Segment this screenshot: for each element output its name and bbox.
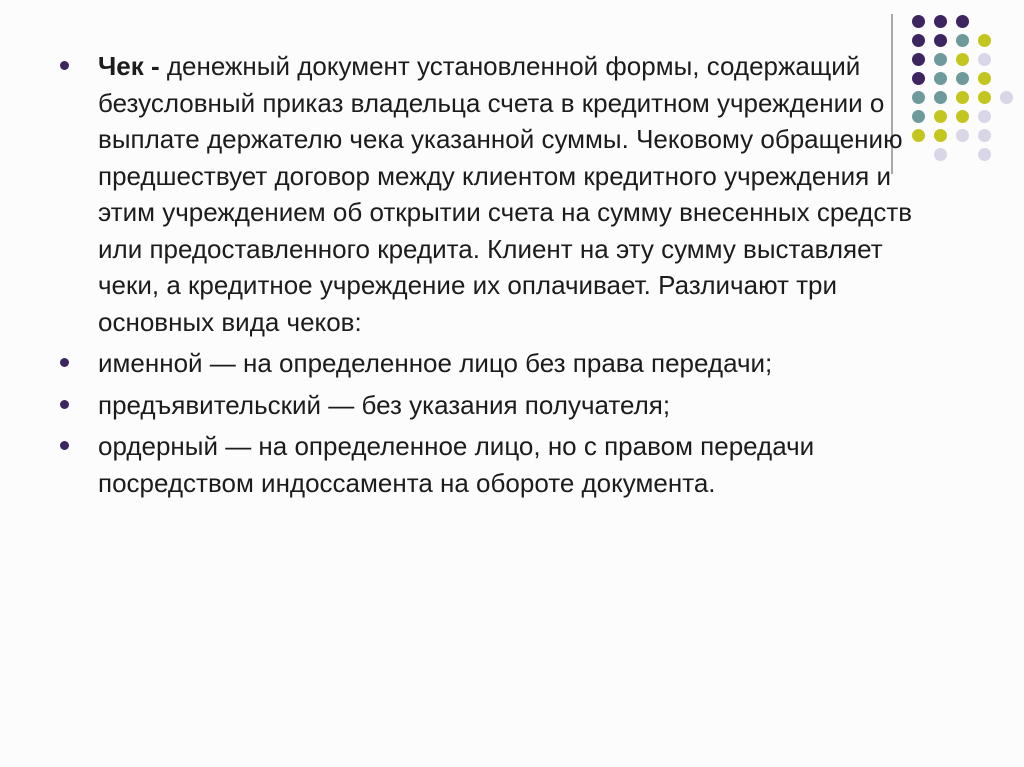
decor-dot <box>934 91 947 104</box>
decor-dot <box>934 53 947 66</box>
decor-dot <box>978 34 991 47</box>
decor-dot <box>934 15 947 28</box>
decor-dot <box>978 53 991 66</box>
term-label: Чек - <box>98 51 167 81</box>
decor-dot <box>956 15 969 28</box>
bullet-item-check-definition <box>60 48 930 340</box>
decor-dot <box>956 34 969 47</box>
decor-dot <box>956 110 969 123</box>
bullet-text: ордерный — на определенное лицо, но с правом передачи посредством индоссамента на обороте документа. <box>98 431 815 498</box>
bullet-list <box>60 48 930 506</box>
bullet-text: именной — на определенное лицо без права передачи; <box>98 348 773 378</box>
decor-dot <box>912 15 925 28</box>
decor-dot <box>978 91 991 104</box>
bullet-icon <box>60 441 69 450</box>
decor-dot <box>978 72 991 85</box>
decor-dot <box>956 53 969 66</box>
decor-dot <box>934 72 947 85</box>
decor-dot <box>934 129 947 142</box>
bullet-icon <box>60 61 69 70</box>
bullet-item-named-check <box>60 345 930 382</box>
bullet-item-order-check <box>60 428 930 501</box>
bullet-item-bearer-check <box>60 387 930 424</box>
decor-dot <box>934 148 947 161</box>
bullet-icon <box>60 400 69 409</box>
bullet-icon <box>60 358 69 367</box>
decor-dot <box>978 148 991 161</box>
decor-dot <box>956 91 969 104</box>
decor-dot <box>956 72 969 85</box>
bullet-text: предъявительский — без указания получателя; <box>98 389 671 420</box>
decor-dot <box>1000 91 1013 104</box>
decor-dot <box>978 110 991 123</box>
decor-dot <box>934 110 947 123</box>
bullet-text: денежный документ установленной формы, содержащий безусловный приказ владельца счета в кредитном учреждении о выплате держателю чека указанной суммы. Чековому обращению предшествует договор между клиентом кредитного учреждения и этим учреждением об открытии счета на сумму внесенных средств или предоставленного кредита. Клиент на эту сумму выставляет чеки, а кредитное учреждение их оплачивает. Различают три основных вида чеков: <box>98 51 913 337</box>
decor-dot <box>956 129 969 142</box>
decor-dot <box>934 34 947 47</box>
decor-dot <box>912 34 925 47</box>
decor-dot <box>978 129 991 142</box>
